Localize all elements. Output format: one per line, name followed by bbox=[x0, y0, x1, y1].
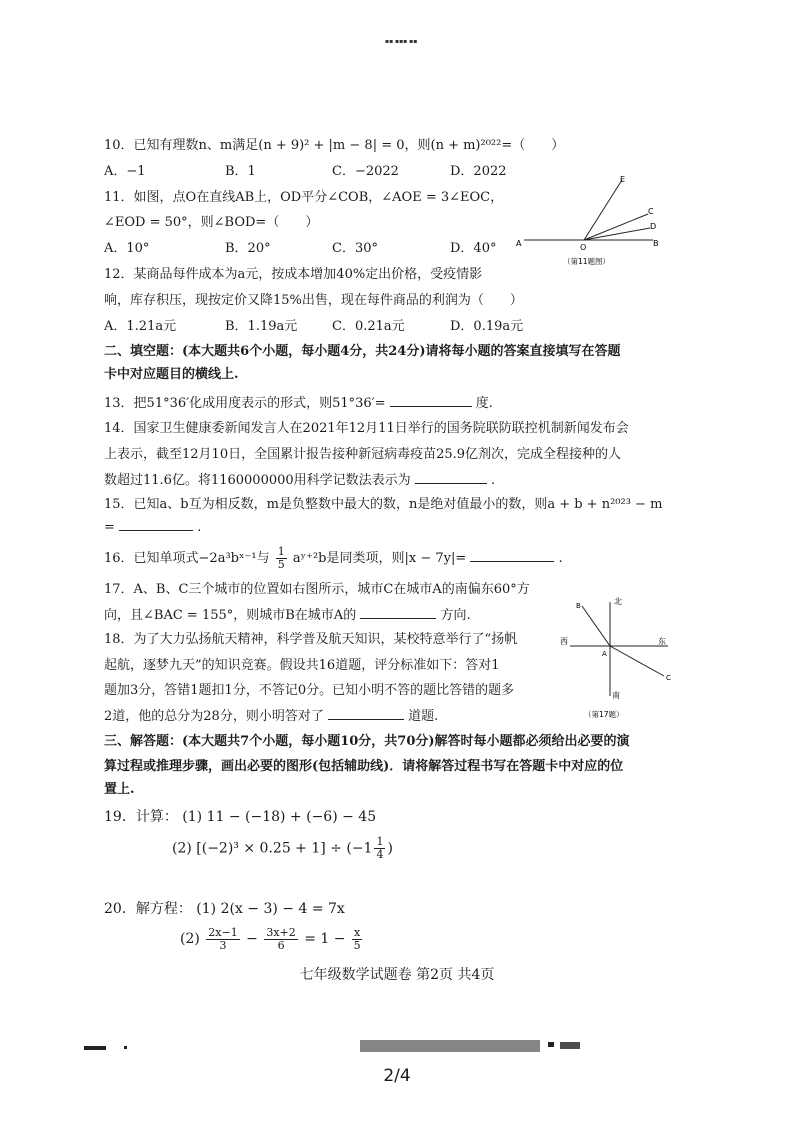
q11-figure bbox=[508, 170, 668, 270]
q16 bbox=[104, 546, 563, 571]
scan-artifact-right-3 bbox=[560, 1042, 580, 1049]
q17-fig-label-c: C bbox=[666, 674, 671, 682]
section3-heading-line3: 置上. bbox=[104, 782, 135, 797]
q20-fraction-1 bbox=[206, 927, 239, 952]
section2-heading-line1: 二、填空题：(本大题共6个小题，每小题4分，共24分)请将每小题的答案直接填写在答题 bbox=[104, 344, 621, 359]
q20-part2-line bbox=[180, 924, 364, 954]
q18-line2: 起航，逐梦九天”的知识竞赛。假设共16道题，评分标准如下：答对1 bbox=[104, 658, 500, 673]
q17-text: 向，且∠BAC = 155°，则城市B在城市A的 bbox=[104, 608, 357, 623]
q20-f1-numerator: 2x−1 bbox=[208, 925, 238, 939]
q18-suffix: 道题. bbox=[408, 709, 439, 724]
q19-frac-numerator: 1 bbox=[376, 835, 384, 848]
scan-top-mark: ▪▪ ▪▪▪ ▪▪ bbox=[385, 38, 418, 45]
q17-line2 bbox=[104, 606, 471, 625]
q12-line1: 12．某商品每件成本为a元，按成本增加40%定出价格，受疫情影 bbox=[104, 267, 483, 282]
q16-middle: aʸ⁺²b是同类项，则|x − 7y|= bbox=[292, 551, 467, 566]
q18-line3: 题加3分，答错1题扣1分，不答记0分。已知小明不答的题比答错的题多 bbox=[104, 683, 515, 698]
q19-frac-denominator: 4 bbox=[376, 848, 384, 861]
q19-part1: (1) 11 − (−18) + (−6) − 45 bbox=[182, 809, 377, 825]
q12-line2: 响，库存积压，现按定价又降15%出售，现在每件商品的利润为（ ） bbox=[104, 293, 523, 308]
q10-option-c: C．−2022 bbox=[332, 164, 399, 179]
q18-answer-blank bbox=[328, 707, 404, 720]
q11-fig-label-e: E bbox=[620, 175, 626, 184]
q17-fig-label-south: 南 bbox=[612, 691, 620, 700]
q17-line1: 17．A、B、C三个城市的位置如右图所示，城市C在城市A的南偏东60°方 bbox=[104, 582, 530, 597]
q16-frac-numerator: 1 bbox=[277, 545, 285, 558]
q12-option-b: B．1.19a元 bbox=[225, 319, 298, 334]
q20-label: 20．解方程： bbox=[104, 901, 192, 917]
q14-answer-blank bbox=[415, 471, 487, 484]
q18-text: 2道，他的总分为28分，则小明答对了 bbox=[104, 709, 324, 724]
scan-artifact-dot bbox=[124, 1046, 127, 1049]
q20-f1-denominator: 3 bbox=[219, 938, 227, 952]
q20-f3-numerator: x bbox=[353, 925, 361, 939]
q12-option-a: A．1.21a元 bbox=[104, 319, 177, 334]
q12-option-c: C．0.21a元 bbox=[332, 319, 405, 334]
q11-fig-label-b: B bbox=[653, 239, 659, 248]
q10-option-d: D．2022 bbox=[450, 164, 507, 179]
q17-suffix: 方向. bbox=[440, 608, 471, 623]
q13 bbox=[104, 394, 493, 413]
q19-label: 19．计算： bbox=[104, 809, 178, 825]
q15-line1: 15．已知a、b互为相反数，m是负整数中最大的数，n是绝对值最小的数，则a + b + n²⁰²³ − m bbox=[104, 497, 663, 512]
q17-figure bbox=[560, 594, 680, 724]
scan-artifact-left bbox=[84, 1046, 106, 1050]
section3-heading-line2: 算过程或推理步骤，画出必要的图形(包括辅助线)．请将解答过程书写在答题卡中对应的位 bbox=[104, 759, 624, 774]
q11-option-a: A．10° bbox=[104, 241, 150, 256]
q20-f2-numerator: 3x+2 bbox=[266, 925, 296, 939]
q14-text: 数超过11.6亿。将1160000000用科学记数法表示为 bbox=[104, 473, 411, 488]
q10-text: 10．已知有理数n、m满足(n + 9)² + |m − 8| = 0，则(n + m)²⁰²²=（ ） bbox=[104, 138, 565, 153]
q15-suffix: . bbox=[197, 520, 202, 535]
q13-answer-blank bbox=[390, 394, 472, 407]
q14-line2: 上表示，截至12月10日，全国累计报告接种新冠病毒疫苗25.9亿剂次，完成全程接种的人 bbox=[104, 447, 622, 462]
q17-fig-label-east: 东 bbox=[658, 637, 666, 646]
q13-suffix: 度. bbox=[475, 396, 493, 411]
q12-option-d: D．0.19a元 bbox=[450, 319, 524, 334]
q11-fig-label-a: A bbox=[516, 239, 522, 248]
q14-line1: 14．国家卫生健康委新闻发言人在2021年12月11日举行的国务院联防联控机制新闻发布会 bbox=[104, 421, 629, 436]
q20-f3-denominator: 5 bbox=[353, 938, 361, 952]
q11-option-b: B．20° bbox=[225, 241, 271, 256]
section3-heading-line1: 三、解答题：(本大题共7个小题，每小题10分，共70分)解答时每小题都必须给出必要的演 bbox=[104, 734, 630, 749]
q11-fig-caption: （第11题图） bbox=[563, 257, 611, 266]
q19-part2-expression: (2) [(−2)³ × 0.25 + 1] ÷ (−1 bbox=[172, 840, 373, 857]
q11-option-d: D．40° bbox=[450, 241, 497, 256]
q20-fraction-2 bbox=[264, 927, 297, 952]
q14-suffix: . bbox=[490, 473, 496, 488]
q16-fraction bbox=[276, 546, 287, 571]
q20-fraction-3 bbox=[352, 927, 362, 952]
q18-line1: 18．为了大力弘扬航天精神，科学普及航天知识，某校特意举行了“扬帆 bbox=[104, 632, 518, 647]
q19-part1-line bbox=[104, 808, 376, 826]
q18-line4 bbox=[104, 707, 438, 726]
q19-part2-line bbox=[172, 836, 393, 861]
q15-equals: = bbox=[104, 520, 115, 535]
q20-part1: (1) 2(x − 3) − 4 = 7x bbox=[196, 901, 345, 917]
q17-fig-label-west: 西 bbox=[560, 637, 568, 646]
q11-line1: 11．如图，点O在直线AB上，OD平分∠COB，∠AOE = 3∠EOC， bbox=[104, 190, 504, 205]
q13-text: 13．把51°36′化成用度表示的形式，则51°36′= bbox=[104, 396, 386, 411]
q17-fig-label-a: A bbox=[602, 650, 607, 658]
q11-line2: ∠EOD = 50°，则∠BOD=（ ） bbox=[104, 215, 319, 230]
q11-option-c: C．30° bbox=[332, 241, 378, 256]
q11-fig-label-c: C bbox=[648, 207, 654, 216]
q15-answer-blank bbox=[119, 518, 193, 531]
q16-prefix: 16．已知单项式−2a³bˣ⁻¹与 bbox=[104, 551, 270, 566]
q14-line3 bbox=[104, 471, 495, 490]
q17-fig-label-north: 北 bbox=[614, 597, 622, 606]
q19-part2-fraction bbox=[374, 836, 385, 861]
q17-answer-blank bbox=[360, 606, 436, 619]
scan-artifact-right-1 bbox=[360, 1040, 540, 1052]
q10-option-b: B．1 bbox=[225, 164, 256, 179]
q20-equals: = 1 − bbox=[304, 931, 346, 947]
q20-f2-denominator: 6 bbox=[277, 938, 285, 952]
q17-fig-label-b: B bbox=[576, 602, 581, 610]
q10-option-a: A．−1 bbox=[104, 164, 146, 179]
q11-fig-label-o: O bbox=[580, 243, 587, 252]
q11-fig-label-d: D bbox=[650, 222, 657, 231]
q20-part2-label: (2) bbox=[180, 931, 200, 947]
q16-suffix: . bbox=[558, 551, 563, 566]
scan-artifact-right-2 bbox=[548, 1042, 554, 1047]
q17-fig-caption: （第17题） bbox=[584, 710, 624, 719]
q20-part1-line bbox=[104, 900, 345, 918]
section2-heading-line2: 卡中对应题目的横线上. bbox=[104, 367, 239, 382]
q16-frac-denominator: 5 bbox=[277, 558, 285, 571]
q20-minus: − bbox=[246, 931, 258, 947]
q16-answer-blank bbox=[470, 549, 554, 562]
page-footer: 七年级数学试题卷 第2页 共4页 bbox=[299, 967, 495, 983]
q19-part2-close: ) bbox=[387, 840, 393, 857]
q15-line2 bbox=[104, 518, 201, 537]
page-number: 2/4 bbox=[383, 1066, 411, 1086]
